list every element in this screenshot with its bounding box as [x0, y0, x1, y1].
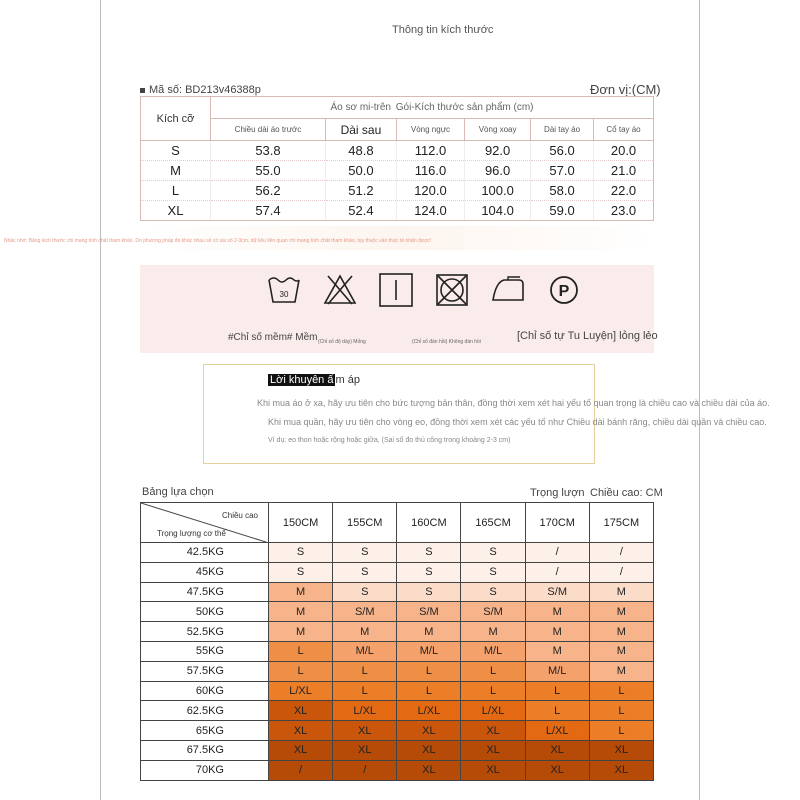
- recommended-size-cell: XL: [461, 721, 525, 741]
- advice-line-3: Ví dụ: eo thon hoặc rộng hoặc giữa, (Sai số đo thủ công trong khoảng 2-3 cm): [268, 437, 511, 444]
- measurement-cell: 48.8: [325, 141, 396, 161]
- recommended-size-cell: M/L: [461, 641, 525, 661]
- height-header: 175CM: [589, 503, 653, 543]
- recommended-size-cell: M: [525, 622, 589, 642]
- measurement-cell: 58.0: [531, 181, 594, 201]
- recommended-size-cell: L: [589, 681, 653, 701]
- recommended-size-cell: L/XL: [397, 701, 461, 721]
- recommended-size-cell: M: [589, 641, 653, 661]
- recommended-size-cell: M: [525, 641, 589, 661]
- elasticity-label: (Chỉ số đàn hồi) Không đàn hồi: [412, 339, 481, 345]
- selection-row: [141, 641, 654, 661]
- weight-label: Trọng lượn: [530, 487, 585, 499]
- care-icons: [266, 272, 586, 312]
- recommended-size-cell: S: [333, 562, 397, 582]
- group-header-1: Áo sơ mi-trên: [330, 102, 391, 113]
- recommended-size-cell: L/XL: [525, 721, 589, 741]
- selection-row: [141, 582, 654, 602]
- measurement-cell: 112.0: [396, 141, 464, 161]
- height-label: Chiều cao: CM: [590, 487, 663, 499]
- weight-cell: 55KG: [141, 641, 269, 661]
- recommended-size-cell: M: [461, 622, 525, 642]
- measurement-cell: 21.0: [594, 161, 654, 181]
- recommended-size-cell: L: [397, 681, 461, 701]
- measurement-cell: 100.0: [465, 181, 531, 201]
- recommended-size-cell: M: [269, 622, 333, 642]
- height-header: 165CM: [461, 503, 525, 543]
- weight-cell: 70KG: [141, 760, 269, 780]
- advice-title: [268, 374, 360, 386]
- weight-cell: 57.5KG: [141, 661, 269, 681]
- recommended-size-cell: /: [269, 760, 333, 780]
- col-header: Vòng xoay: [465, 119, 531, 141]
- iron-icon: [490, 272, 526, 308]
- weight-cell: 50KG: [141, 602, 269, 622]
- no-tumble-dry-icon: [434, 272, 470, 308]
- recommended-size-cell: S/M: [461, 602, 525, 622]
- recommended-size-cell: XL: [397, 721, 461, 741]
- recommended-size-cell: S: [397, 562, 461, 582]
- recommended-size-cell: L: [269, 641, 333, 661]
- selection-row: [141, 622, 654, 642]
- selection-title: Bảng lựa chọn: [142, 486, 214, 498]
- recommended-size-cell: M: [397, 622, 461, 642]
- recommended-size-cell: M: [269, 602, 333, 622]
- thickness-label: (Chỉ số độ dày) Mỏng: [318, 339, 366, 345]
- advice-box: [203, 364, 595, 464]
- advice-line-2: Khi mua quần, hãy ưu tiên cho vòng eo, đồng thời xem xét các yếu tố như Chiều dài bánh răng, chiều dài quần và chiều cao.: [268, 417, 767, 427]
- size-row: [141, 141, 654, 161]
- recommended-size-cell: XL: [269, 701, 333, 721]
- weight-cell: 45KG: [141, 562, 269, 582]
- selection-row: [141, 701, 654, 721]
- selection-row: [141, 740, 654, 760]
- recommended-size-cell: S/M: [333, 602, 397, 622]
- recommended-size-cell: S/M: [525, 582, 589, 602]
- weight-cell: 60KG: [141, 681, 269, 701]
- selection-row: [141, 562, 654, 582]
- size-row: [141, 201, 654, 221]
- recommended-size-cell: S: [269, 543, 333, 563]
- recommended-size-cell: L: [333, 661, 397, 681]
- wash-temp: 30: [279, 290, 289, 299]
- col-header: Dài sau: [325, 119, 396, 141]
- softness-label: #Chỉ số mềm# Mềm: [228, 332, 318, 343]
- selection-row: [141, 760, 654, 780]
- advice-line-1: Khi mua áo ở xa, hãy ưu tiên cho bức tượng bản thân, đồng thời xem xét hai yếu tố quan trọng là chiều cao và chiều dài của áo.: [257, 398, 770, 408]
- recommended-size-cell: S: [397, 543, 461, 563]
- recommended-size-cell: L: [269, 661, 333, 681]
- weight-cell: 47.5KG: [141, 582, 269, 602]
- measurement-cell: 53.8: [211, 141, 326, 161]
- measurement-cell: 120.0: [396, 181, 464, 201]
- recommended-size-cell: XL: [461, 760, 525, 780]
- recommended-size-cell: XL: [397, 740, 461, 760]
- recommended-size-cell: M: [589, 602, 653, 622]
- wash-30-icon: [266, 272, 302, 308]
- measurement-cell: 56.2: [211, 181, 326, 201]
- weight-cell: 67.5KG: [141, 740, 269, 760]
- selection-row: [141, 661, 654, 681]
- recommended-size-cell: XL: [461, 740, 525, 760]
- corner-cell: [141, 503, 269, 543]
- weight-cell: 65KG: [141, 721, 269, 741]
- recommended-size-cell: XL: [397, 760, 461, 780]
- measurement-cell: 57.0: [531, 161, 594, 181]
- height-header: 150CM: [269, 503, 333, 543]
- selection-row: [141, 543, 654, 563]
- height-header: 170CM: [525, 503, 589, 543]
- recommended-size-cell: XL: [589, 740, 653, 760]
- col-header: Chiều dài áo trước: [211, 119, 326, 141]
- recommended-size-cell: L: [397, 661, 461, 681]
- recommended-size-cell: L: [461, 661, 525, 681]
- product-code-text: Mã số: BD213v46388p: [149, 84, 261, 96]
- selection-row: [141, 681, 654, 701]
- selection-row: [141, 602, 654, 622]
- size-row: [141, 161, 654, 181]
- weight-cell: 62.5KG: [141, 701, 269, 721]
- size-cell: S: [141, 141, 211, 161]
- measurement-cell: 22.0: [594, 181, 654, 201]
- recommended-size-cell: XL: [269, 740, 333, 760]
- recommended-size-cell: L/XL: [269, 681, 333, 701]
- recommended-size-cell: /: [589, 543, 653, 563]
- recommended-size-cell: M: [333, 622, 397, 642]
- recommended-size-cell: S: [333, 582, 397, 602]
- recommended-size-cell: L/XL: [461, 701, 525, 721]
- selection-header-row: [141, 503, 654, 543]
- recommended-size-cell: M: [589, 622, 653, 642]
- recommended-size-cell: M/L: [525, 661, 589, 681]
- size-cell: XL: [141, 201, 211, 221]
- page-title: Thông tin kích thước: [392, 24, 494, 36]
- recommended-size-cell: M: [589, 661, 653, 681]
- recommended-size-cell: XL: [333, 740, 397, 760]
- recommended-size-cell: L: [525, 701, 589, 721]
- measurement-cell: 52.4: [325, 201, 396, 221]
- measurement-cell: 50.0: [325, 161, 396, 181]
- advice-title-highlight: Lời khuyên ấ: [270, 374, 334, 386]
- recommended-size-cell: S/M: [397, 602, 461, 622]
- recommended-size-cell: /: [525, 543, 589, 563]
- size-table: [140, 96, 654, 221]
- recommended-size-cell: /: [589, 562, 653, 582]
- size-cell: M: [141, 161, 211, 181]
- size-selection-table: [140, 502, 654, 781]
- fit-index-label: [Chỉ số tự Tu Luyện] lỏng lẻo: [517, 330, 658, 342]
- recommended-size-cell: XL: [589, 760, 653, 780]
- line-dry-icon: [378, 272, 414, 308]
- measurement-cell: 104.0: [465, 201, 531, 221]
- dry-clean-letter: P: [558, 283, 570, 300]
- size-cell: L: [141, 181, 211, 201]
- height-header: 155CM: [333, 503, 397, 543]
- measurement-cell: 59.0: [531, 201, 594, 221]
- measurement-cell: 20.0: [594, 141, 654, 161]
- size-table-header-top: [141, 97, 654, 119]
- size-row: [141, 181, 654, 201]
- recommended-size-cell: /: [333, 760, 397, 780]
- product-code: [140, 84, 261, 96]
- height-header: 160CM: [397, 503, 461, 543]
- recommended-size-cell: S: [333, 543, 397, 563]
- recommended-size-cell: L: [525, 681, 589, 701]
- measurement-cell: 56.0: [531, 141, 594, 161]
- recommended-size-cell: /: [525, 562, 589, 582]
- bullet-square-icon: [140, 88, 145, 93]
- recommended-size-cell: L/XL: [333, 701, 397, 721]
- recommended-size-cell: XL: [525, 760, 589, 780]
- recommended-size-cell: S: [269, 562, 333, 582]
- size-group-header: [211, 97, 654, 119]
- weight-cell: 52.5KG: [141, 622, 269, 642]
- recommended-size-cell: L: [461, 681, 525, 701]
- measurement-cell: 55.0: [211, 161, 326, 181]
- recommended-size-cell: M: [269, 582, 333, 602]
- col-header: Vòng ngực: [396, 119, 464, 141]
- unit-label: Đơn vị:(CM): [590, 82, 661, 97]
- recommended-size-cell: S: [461, 543, 525, 563]
- corner-height-label: Chiều cao: [221, 511, 258, 520]
- col-header: Cổ tay áo: [594, 119, 654, 141]
- recommended-size-cell: L: [333, 681, 397, 701]
- recommended-size-cell: L: [589, 701, 653, 721]
- weight-cell: 42.5KG: [141, 543, 269, 563]
- measurement-cell: 57.4: [211, 201, 326, 221]
- recommended-size-cell: M/L: [333, 641, 397, 661]
- recommended-size-cell: M: [589, 582, 653, 602]
- advice-title-rest: m áp: [335, 374, 360, 386]
- col-header: Dài tay áo: [531, 119, 594, 141]
- recommended-size-cell: L: [589, 721, 653, 741]
- measurement-cell: 96.0: [465, 161, 531, 181]
- size-table-header-cols: [141, 119, 654, 141]
- recommended-size-cell: M: [525, 602, 589, 622]
- measurement-cell: 116.0: [396, 161, 464, 181]
- selection-row: [141, 721, 654, 741]
- recommended-size-cell: XL: [269, 721, 333, 741]
- measurement-cell: 51.2: [325, 181, 396, 201]
- dry-clean-p-icon: [546, 272, 582, 308]
- corner-weight-label: Trọng lượng cơ thể: [157, 529, 226, 538]
- recommended-size-cell: M/L: [397, 641, 461, 661]
- recommended-size-cell: XL: [333, 721, 397, 741]
- recommended-size-cell: S: [461, 582, 525, 602]
- no-bleach-icon: [322, 272, 358, 308]
- measurement-cell: 23.0: [594, 201, 654, 221]
- measurement-cell: 124.0: [396, 201, 464, 221]
- group-header-2: Gói-Kích thước sản phẩm (cm): [395, 102, 534, 113]
- reminder-note: Nhắc nhở: Bảng kích thước chỉ mang tính chất tham khảo. Do phương pháp đo khác nhau sẽ có sai số 2-3cm, dữ liệu liên quan chỉ mang tính chất tham khảo, tùy thuộc vào thực tế nhận được!: [4, 238, 432, 244]
- recommended-size-cell: XL: [525, 740, 589, 760]
- size-header: Kích cỡ: [141, 97, 211, 141]
- measurement-cell: 92.0: [465, 141, 531, 161]
- recommended-size-cell: S: [397, 582, 461, 602]
- recommended-size-cell: S: [461, 562, 525, 582]
